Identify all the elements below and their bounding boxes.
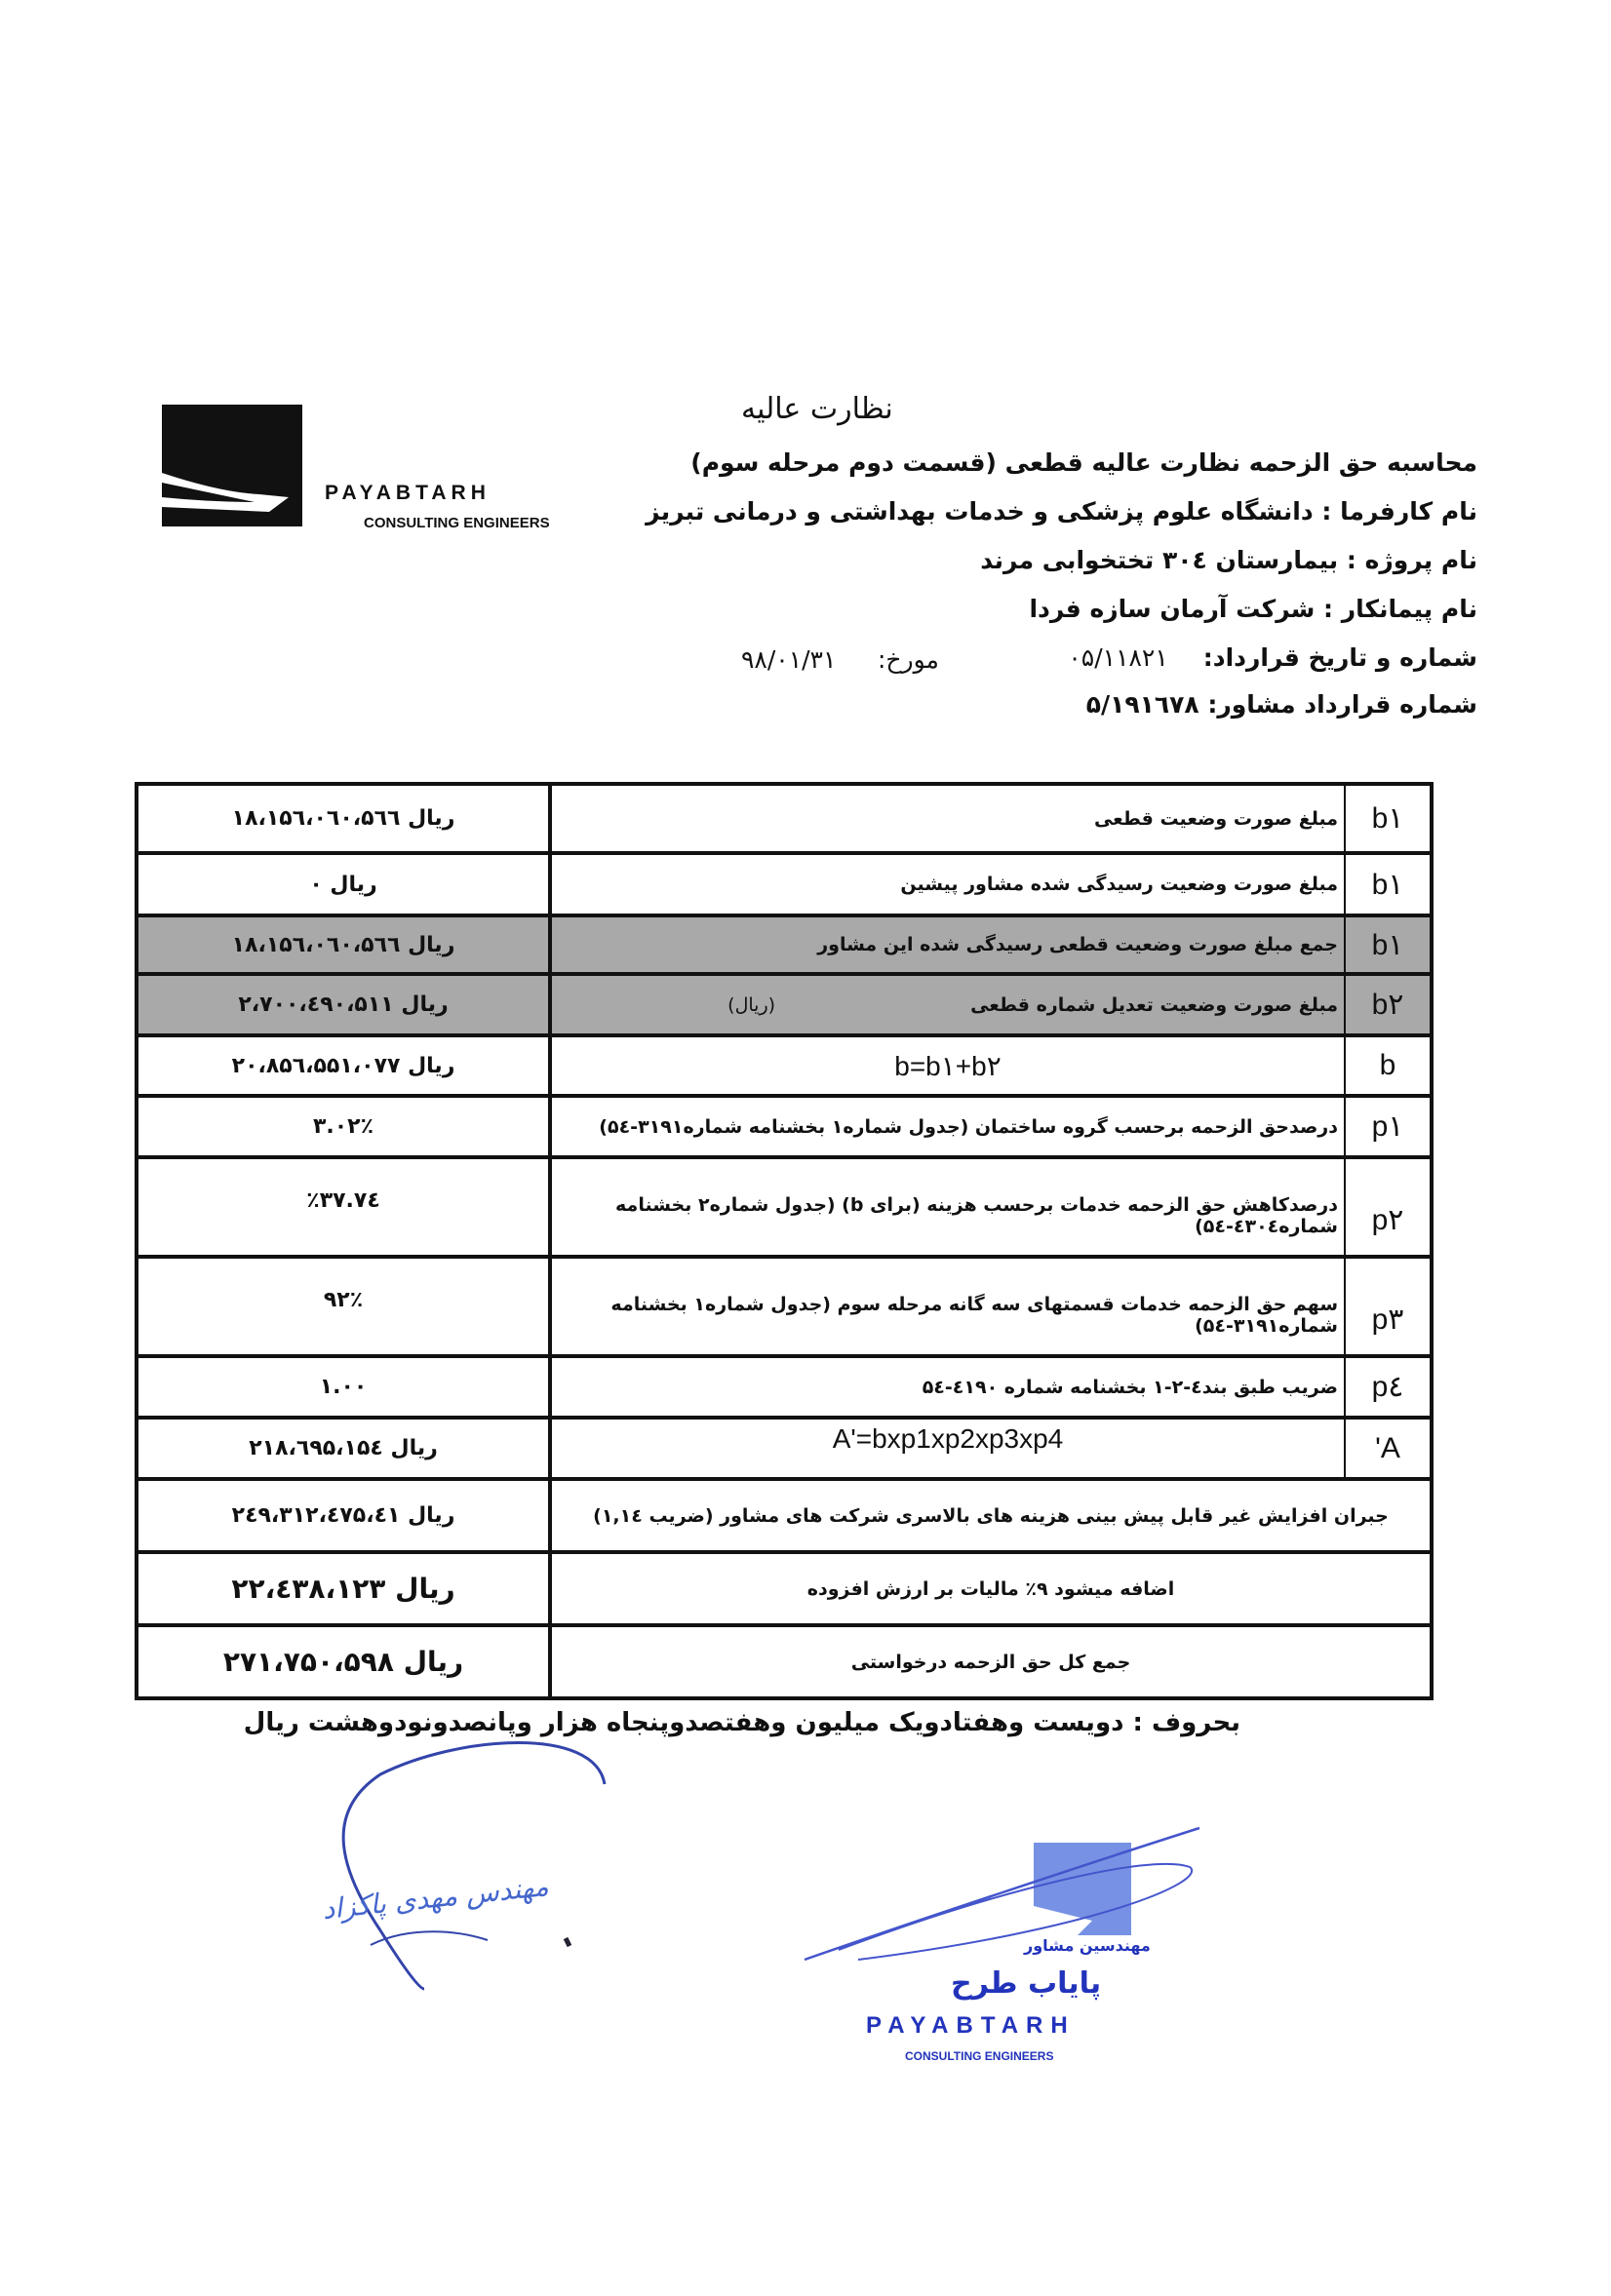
row-label: p۲: [1344, 1159, 1430, 1255]
stamp-line-2: پایاب طرح: [951, 1966, 1102, 2001]
row-label: p۳: [1344, 1259, 1430, 1354]
row-description: جمع کل حق الزحمه درخواستی: [548, 1627, 1430, 1696]
document-title: نظارت عالیه: [741, 392, 893, 426]
stamp-line-1: مهندسین مشاور: [1024, 1936, 1151, 1955]
table-row: [138, 786, 1430, 855]
row-description: اضافه میشود ۹٪ مالیات بر ارزش افزوده: [548, 1554, 1430, 1623]
row-value: ریال ۲۰،۸۵٦،۵۵۱،۰۷۷: [231, 1053, 455, 1078]
row-value: ریال ۲۱۸،٦۹۵،۱۵٤: [249, 1436, 438, 1460]
table-row: [138, 1159, 1430, 1259]
row-value: ریال ۱۸،۱۵٦،۰٦۰،۵٦٦: [231, 932, 455, 957]
row-value: ریال ۲،۷۰۰،٤۹۰،۵۱۱: [238, 992, 449, 1017]
row-label: b: [1344, 1037, 1430, 1094]
table-row: [138, 1098, 1430, 1159]
row-value: ریال ۲۲،٤۳۸،۱۲۳: [231, 1573, 455, 1605]
row-label: b۱: [1344, 917, 1430, 972]
row-label: b۲: [1344, 976, 1430, 1033]
row-description: جمع مبلغ صورت وضعیت قطعی رسیدگی شده این مشاور: [548, 917, 1344, 972]
logo-tagline: CONSULTING ENGINEERS: [364, 515, 550, 531]
row-description: ضریب طبق بند٤-۲-۱ بخشنامه شماره ٤۱۹۰-۵٤: [548, 1358, 1344, 1416]
table-row: [138, 855, 1430, 917]
table-row: [138, 976, 1430, 1037]
table-row: [138, 917, 1430, 976]
contract-number: ۰۵/۱۱۸۲۱: [1068, 643, 1168, 672]
row-value: ریال ۱۸،۱۵٦،۰٦۰،۵٦٦: [231, 806, 455, 831]
row-description-text: مبلغ صورت وضعیت تعدیل شماره قطعی: [970, 993, 1338, 1016]
date-label: مورخ:: [878, 645, 939, 674]
table-row-total: [138, 1627, 1430, 1696]
table-row: [138, 1037, 1430, 1098]
row-description: درصدکاهش حق الزحمه خدمات برحسب هزینه (برای b) (جدول شماره۲ بخشنامه شماره٤۳۰٤-۵٤): [548, 1159, 1344, 1255]
row-value: ریال ۲٤۹،۳۱۲،٤۷۵،٤۱: [231, 1503, 455, 1528]
row-value: ۳۷.۷٤٪: [306, 1188, 380, 1213]
table-row: [138, 1259, 1430, 1358]
row-value: ۳.۰۲٪: [312, 1114, 374, 1139]
formula-b: b=b۱+b۲: [894, 1050, 1002, 1081]
date-value: ۹۸/۰۱/۳۱: [741, 645, 837, 674]
row-description: مبلغ صورت وضعیت رسیدگی شده مشاور پیشین: [548, 855, 1344, 914]
table-row: [138, 1481, 1430, 1554]
row-label: p٤: [1344, 1358, 1430, 1416]
row-description: سهم حق الزحمه خدمات قسمتهای سه گانه مرحله سوم (جدول شماره۱ بخشنامه شماره۳۱۹۱-۵٤): [548, 1259, 1344, 1354]
employer-line: نام کارفرما : دانشگاه علوم پزشکی و خدمات بهداشتی و درمانی تبریز: [646, 497, 1477, 525]
fee-calculation-table: [135, 782, 1434, 1700]
amount-in-words: بحروف : دویست وهفتادویک میلیون وهفتصدوپنجاه هزار وپانصدونودوهشت ریال: [243, 1708, 1240, 1737]
subject-line: محاسبه حق الزحمه نظارت عالیه قطعی (قسمت دوم مرحله سوم): [690, 448, 1477, 477]
contract-info: [1068, 643, 1477, 672]
row-description: مبلغ صورت وضعیت قطعی: [548, 786, 1344, 851]
signatory-name: مهندس مهدی پاکزاد: [320, 1869, 550, 1926]
table-row: [138, 1554, 1430, 1627]
row-description: درصدحق الزحمه برحسب گروه ساختمان (جدول شماره۱ بخشنامه شماره۳۱۹۱-۵٤): [548, 1098, 1344, 1155]
row-label: p۱: [1344, 1098, 1430, 1155]
consultant-contract-line: شماره قرارداد مشاور: ۵/۱۹۱٦۷۸: [1085, 690, 1477, 719]
table-row: [138, 1358, 1430, 1420]
project-line: نام پروژه : بیمارستان ۳۰٤ تختخوابی مرند: [980, 546, 1477, 574]
payabtarh-logo-icon: [162, 405, 302, 526]
table-row: [138, 1420, 1430, 1481]
row-label: A': [1344, 1420, 1430, 1477]
signature-icon: [312, 1735, 663, 2008]
row-value: ریال ۲۷۱،۷۵۰،۵۹۸: [222, 1646, 464, 1678]
contractor-line: نام پیمانکار : شرکت آرمان سازه فردا: [1029, 595, 1477, 623]
row-label: b۱: [1344, 855, 1430, 914]
row-description: [548, 976, 1344, 1033]
row-value: ۱.۰۰: [319, 1375, 368, 1399]
row-value: ۹۲٪: [323, 1288, 364, 1312]
row-label: b۱: [1344, 786, 1430, 851]
logo-brand-name: PAYABTARH: [325, 482, 491, 504]
stamp-line-4: CONSULTING ENGINEERS: [905, 2049, 1054, 2063]
row-description: جبران افزایش غیر قابل پیش بینی هزینه های بالاسری شرکت های مشاور (ضریب ۱,۱٤): [548, 1481, 1430, 1550]
row-unit-note: (ریال): [727, 993, 776, 1016]
contract-label: شماره و تاریخ قرارداد:: [1202, 643, 1477, 672]
formula-a-prime: A'=bxp1xp2xp3xp4: [832, 1423, 1064, 1454]
row-value: ریال ۰: [309, 872, 377, 897]
stamp-line-3: PAYABTARH: [866, 2012, 1076, 2039]
